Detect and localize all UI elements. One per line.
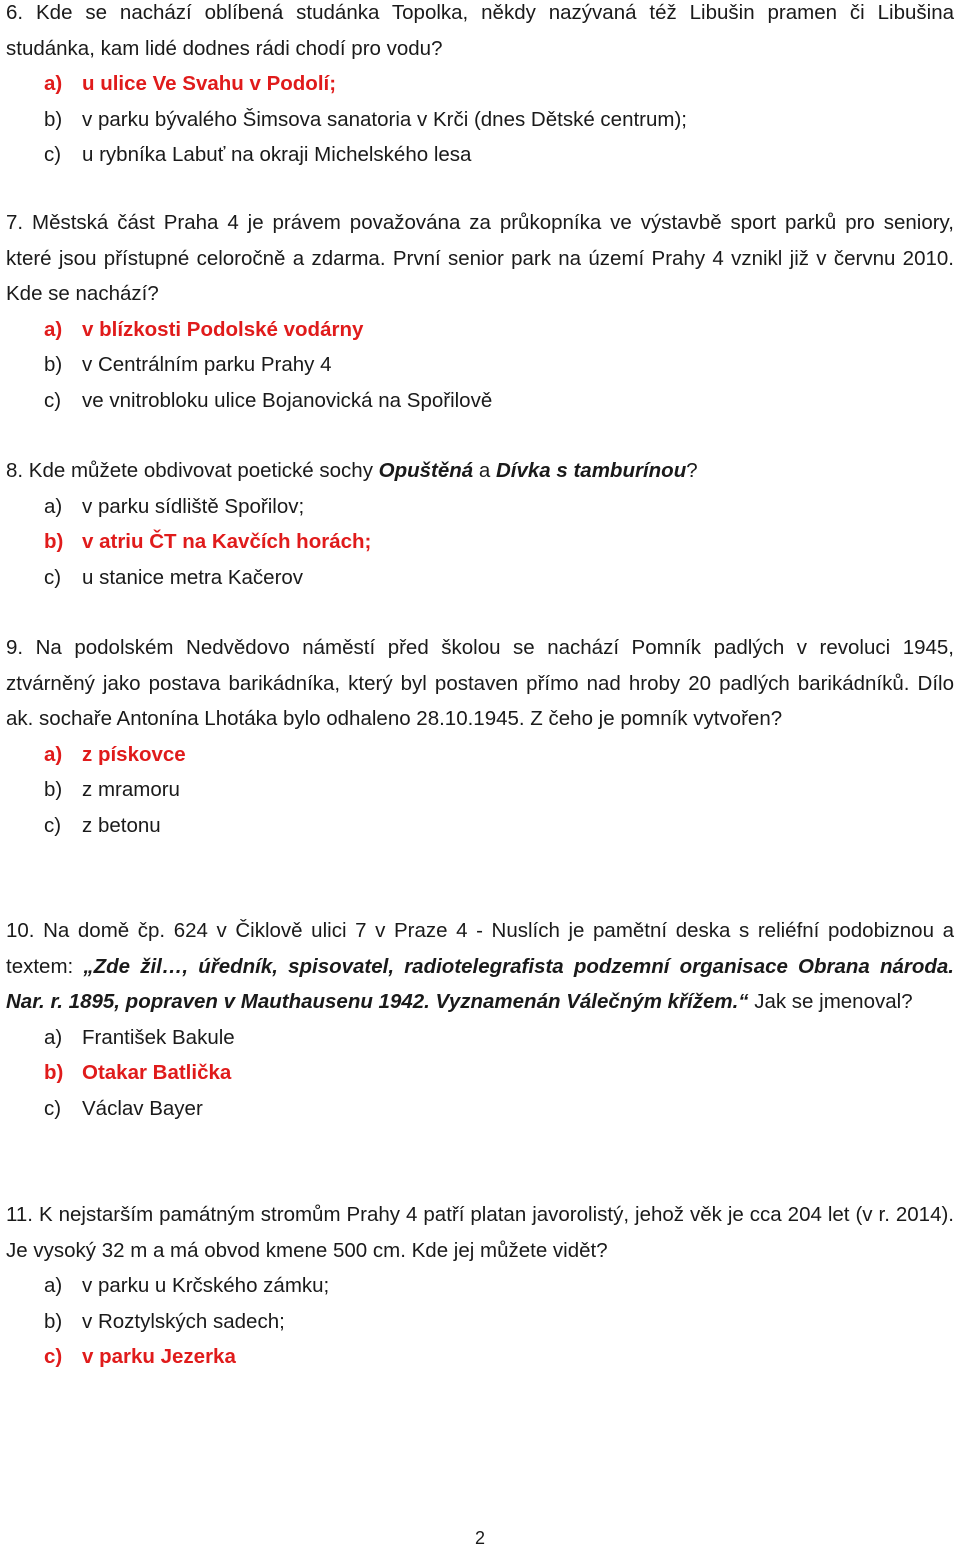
option-b: b) v atriu ČT na Kavčích horách; [44, 530, 372, 553]
option-a: a) v parku sídliště Spořilov; [44, 494, 305, 518]
question-6 [6, 0, 954, 173]
option-a: a) v parku u Krčského zámku; [44, 1274, 330, 1297]
option-a: a) v blízkosti Podolské vodárny [44, 317, 364, 341]
question-10 [6, 913, 954, 1126]
option-c: c) z betonu [44, 813, 161, 837]
question-text: 9. Na podolském Nedvědovo náměstí před školou se nachází Pomník padlých v revoluci 1945, ztvárněný jako postava barikádníka, který byl postaven přímo nad hroby 20 padlých barikádníků. Dílo ak. sochaře Antonína Lhotáka bylo odhaleno 28.10.1945. Z čeho je pomník vytvořen? [6, 636, 954, 730]
question-9 [6, 630, 954, 843]
option-b: b) Otakar Batlička [44, 1061, 232, 1084]
question-8 [6, 453, 954, 595]
page-number: 2 [474, 1528, 485, 1548]
option-b: b) v Roztylských sadech; [44, 1309, 285, 1333]
question-text: 7. Městská část Praha 4 je právem považována za průkopníka ve výstavbě sport parků pro seniory, které jsou přístupné celoročně a zdarma. První senior park na území Prahy 4 vznikl již v červnu 2010. Kde se nachází? [6, 211, 954, 305]
option-a: a) František Bakule [44, 1025, 235, 1049]
question-text: 8. Kde můžete obdivovat poetické sochy Opuštěná a Dívka s tamburínou? [6, 459, 698, 482]
question-text: 11. K nejstarším památným stromům Prahy 4 patří platan javorolistý, jehož věk je cca 204 let (v r. 2014). Je vysoký 32 m a má obvod kmene 500 cm. Kde jej můžete vidět? [6, 1203, 954, 1262]
question-text: 10. Na domě čp. 624 v Čiklově ulici 7 v Praze 4 - Nuslích je pamětní deska s reliéfní podobiznou a textem: „Zde žil…, úředník, spisovatel, radiotelegrafista podzemní organisace Obrana národa. Nar. r. 1895, popraven v Mauthausenu 1942. Vyznamenán Válečným křížem.“ Jak se jmenoval? [6, 919, 955, 1013]
option-b: b) z mramoru [44, 778, 180, 801]
option-b: b) v parku bývalého Šimsova sanatoria v Krči (dnes Dětské centrum); [44, 107, 688, 131]
question-7 [6, 205, 954, 418]
option-b: b) v Centrálním parku Prahy 4 [44, 353, 332, 376]
option-c: c) Václav Bayer [44, 1096, 203, 1120]
option-c: c) ve vnitrobloku ulice Bojanovická na Spořilově [44, 388, 493, 412]
option-a: a) u ulice Ve Svahu v Podolí; [44, 72, 337, 95]
question-11 [6, 1197, 954, 1375]
option-a: a) z pískovce [44, 742, 186, 766]
question-text: 6. Kde se nachází oblíbená studánka Topolka, někdy nazývaná též Libušin pramen či Libušina studánka, kam lidé dodnes rádi chodí pro vodu? [6, 1, 954, 60]
option-c: c) u rybníka Labuť na okraji Michelského lesa [44, 143, 472, 166]
option-c: c) u stanice metra Kačerov [44, 565, 304, 589]
option-c: c) v parku Jezerka [44, 1345, 236, 1368]
